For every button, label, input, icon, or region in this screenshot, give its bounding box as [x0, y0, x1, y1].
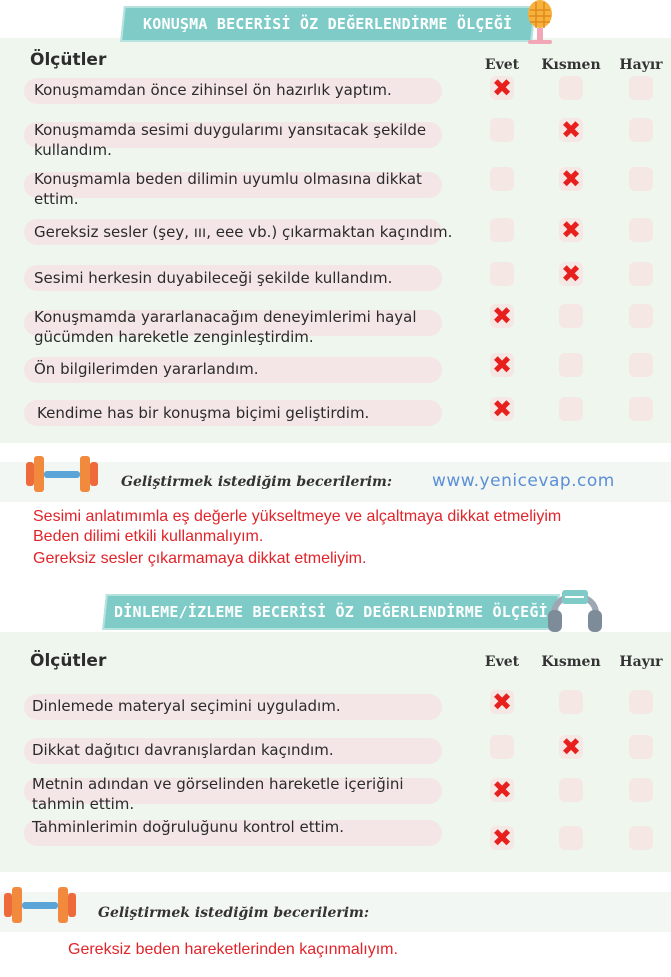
checkbox-kismen[interactable]	[559, 690, 583, 714]
section2-row-1-text: Dinlemede materyal seçimini uyguladım.	[32, 697, 341, 715]
checkbox-kismen[interactable]	[559, 304, 583, 328]
cross-mark-icon: ✖	[491, 302, 513, 330]
cross-mark-icon: ✖	[491, 395, 513, 423]
checkbox-evet[interactable]	[490, 262, 514, 286]
section2-row-2-text: Dikkat dağıtıcı davranışlardan kaçındım.	[32, 741, 334, 759]
section1-row-2-text: Konuşmamda sesimi duygularımı yansıtacak şekilde kullandım.	[34, 121, 427, 159]
section2-col-kismen: Kısmen	[541, 654, 601, 670]
section1-title: KONUŞMA BECERİSİ ÖZ DEĞERLENDİRME ÖLÇEĞİ	[143, 15, 513, 33]
checkbox-hayir[interactable]	[629, 353, 653, 377]
cross-mark-icon: ✖	[560, 216, 582, 244]
checkbox-kismen[interactable]	[559, 353, 583, 377]
checkbox-kismen[interactable]	[559, 397, 583, 421]
section2-title: DİNLEME/İZLEME BECERİSİ ÖZ DEĞERLENDİRME ÖLÇEĞİ	[114, 603, 548, 621]
section1-row-4-text: Gereksiz sesler (şey, ııı, eee vb.) çıkarmaktan kaçındım.	[34, 223, 453, 241]
section1-answer-3: Gereksiz sesler çıkarmamaya dikkat etmeliyim.	[33, 550, 367, 567]
cross-mark-icon: ✖	[491, 351, 513, 379]
section1-col-evet: Evet	[484, 57, 520, 73]
cross-mark-icon: ✖	[560, 733, 582, 761]
section1-improve-label: Geliştirmek istediğim becerilerim:	[121, 474, 393, 490]
watermark: www.yenicevap.com	[432, 471, 615, 491]
cross-mark-icon: ✖	[560, 165, 582, 193]
checkbox-hayir[interactable]	[629, 218, 653, 242]
microphone-icon	[520, 0, 560, 50]
section1-row-5-text: Sesimi herkesin duyabileceği şekilde kullandım.	[34, 269, 393, 287]
cross-mark-icon: ✖	[560, 116, 582, 144]
checkbox-evet[interactable]	[490, 735, 514, 759]
cross-mark-icon: ✖	[560, 260, 582, 288]
cross-mark-icon: ✖	[491, 74, 513, 102]
section1-answer-2: Beden dilimi etkili kullanmalıyım.	[33, 528, 264, 545]
cross-mark-icon: ✖	[491, 688, 513, 716]
section1-answer-1: Sesimi anlatımımla eş değerle yükseltmeye ve alçaltmaya dikkat etmeliyim	[33, 508, 562, 525]
section1-col-kismen: Kısmen	[541, 57, 601, 73]
checkbox-hayir[interactable]	[629, 167, 653, 191]
dumbbell-icon	[22, 452, 102, 496]
section1-row-3-text: Konuşmamla beden dilimin uyumlu olmasına dikkat ettim.	[34, 170, 422, 208]
checkbox-hayir[interactable]	[629, 778, 653, 802]
section2-row-4-text: Tahminlerimin doğruluğunu kontrol ettim.	[32, 818, 345, 836]
section2-title-banner	[102, 594, 560, 630]
section1-col-hayir: Hayır	[619, 57, 663, 73]
dumbbell-icon	[0, 883, 80, 927]
checkbox-hayir[interactable]	[629, 118, 653, 142]
cross-mark-icon: ✖	[491, 824, 513, 852]
checkbox-hayir[interactable]	[629, 735, 653, 759]
section1-row-1-text: Konuşmamdan önce zihinsel ön hazırlık yaptım.	[34, 81, 392, 99]
section1-criteria-heading: Ölçütler	[30, 50, 107, 70]
checkbox-kismen[interactable]	[559, 76, 583, 100]
section2-col-hayir: Hayır	[619, 654, 663, 670]
checkbox-evet[interactable]	[490, 167, 514, 191]
section2-improve-label: Geliştirmek istediğim becerilerim:	[98, 905, 370, 921]
section2-col-evet: Evet	[484, 654, 520, 670]
cross-mark-icon: ✖	[491, 776, 513, 804]
checkbox-hayir[interactable]	[629, 262, 653, 286]
checkbox-kismen[interactable]	[559, 778, 583, 802]
checkbox-kismen[interactable]	[559, 826, 583, 850]
section1-row-8-text: Kendime has bir konuşma biçimi geliştirdim.	[37, 404, 370, 422]
checkbox-hayir[interactable]	[629, 690, 653, 714]
checkbox-hayir[interactable]	[629, 397, 653, 421]
headphones-icon	[546, 578, 604, 638]
checkbox-hayir[interactable]	[629, 304, 653, 328]
section1-title-banner	[120, 6, 536, 42]
section2-answer-1: Gereksiz beden hareketlerinden kaçınmalıyım.	[68, 941, 398, 958]
checkbox-hayir[interactable]	[629, 76, 653, 100]
checkbox-evet[interactable]	[490, 118, 514, 142]
checkbox-evet[interactable]	[490, 218, 514, 242]
section1-row-6-text: Konuşmamda yararlanacağım deneyimlerimi hayal gücümden hareketle zenginleştirdim.	[34, 308, 417, 346]
section2-row-3-text: Metnin adından ve görselinden hareketle içeriğini tahmin ettim.	[32, 775, 404, 813]
section1-row-7-text: Ön bilgilerimden yararlandım.	[34, 360, 259, 378]
section2-criteria-heading: Ölçütler	[30, 651, 107, 671]
checkbox-hayir[interactable]	[629, 826, 653, 850]
